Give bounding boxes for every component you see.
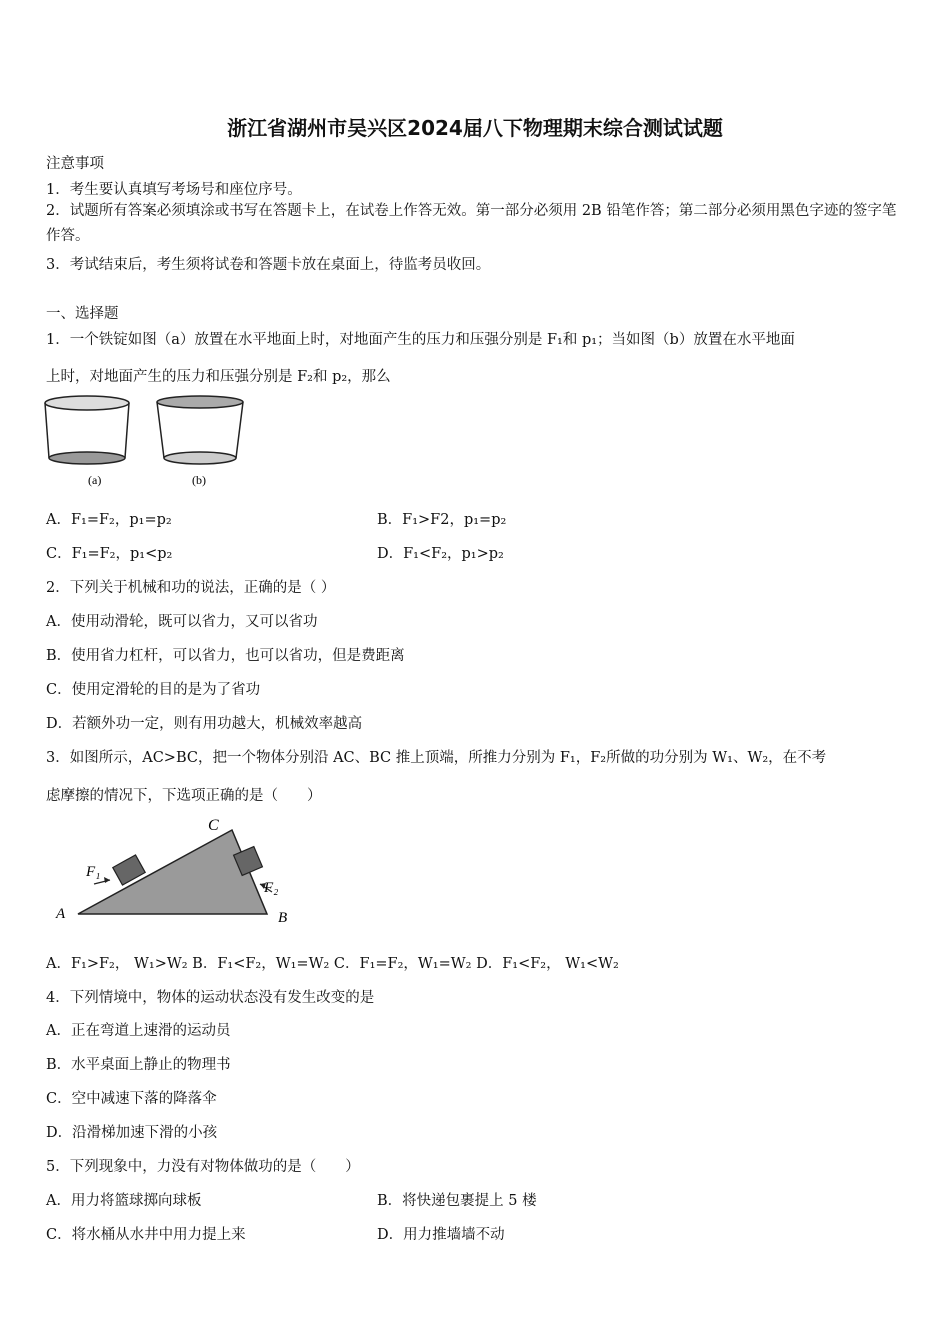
q4-option-b: B．水平桌面上静止的物理书 <box>46 1057 231 1073</box>
q2-option-c: C．使用定滑轮的目的是为了省功 <box>46 682 261 698</box>
caption-b: (b) <box>192 473 206 487</box>
q1-stem-line1: 1．一个铁锭如图（a）放置在水平地面上时，对地面产生的压力和压强分别是 F₁和 p₁；当如图（b）放置在水平地面 <box>46 332 795 348</box>
q4-option-c: C．空中减速下落的降落伞 <box>46 1091 217 1107</box>
q1-figure <box>44 392 254 492</box>
label-b: B <box>278 910 288 926</box>
q5-stem: 5．下列现象中，力没有对物体做功的是（ ） <box>46 1159 360 1175</box>
q5-option-c: C．将水桶从水井中用力提上来 <box>46 1227 246 1243</box>
q3-stem-line1: 3．如图所示，AC>BC，把一个物体分别沿 AC、BC 推上顶端，所推力分别为 F₁，F₂所做的功分别为 W₁、W₂，在不考 <box>46 750 827 766</box>
caption-a: (a) <box>88 473 102 487</box>
frustum-a <box>45 396 129 464</box>
q2-option-b: B．使用省力杠杆，可以省力，也可以省功，但是费距离 <box>46 648 405 664</box>
q3-figure <box>50 812 300 927</box>
q2-option-a: A．使用动滑轮，既可以省力，又可以省功 <box>46 614 318 630</box>
q1-option-a: A．F₁=F₂，p₁=p₂ <box>46 512 172 528</box>
label-f2: F₂ <box>264 880 279 896</box>
q5-option-d: D．用力推墙墙不动 <box>377 1227 505 1243</box>
q3-options: A．F₁>F₂， W₁>W₂ B．F₁<F₂，W₁=W₂ C．F₁=F₂，W₁=W₂ D．F₁<F₂， W₁<W₂ <box>46 956 619 972</box>
notice-item-3: 3．考试结束后，考生须将试卷和答题卡放在桌面上，待监考员收回。 <box>46 257 491 273</box>
label-a: A <box>56 906 66 922</box>
q4-stem: 4．下列情境中，物体的运动状态没有发生改变的是 <box>46 990 375 1006</box>
q4-option-a: A．正在弯道上速滑的运动员 <box>46 1023 231 1039</box>
q1-stem-line2: 上时，对地面产生的压力和压强分别是 F₂和 p₂，那么 <box>46 369 391 385</box>
q1-option-c: C．F₁=F₂，p₁<p₂ <box>46 546 173 562</box>
q1-option-b: B．F₁>F2，p₁=p₂ <box>377 512 507 528</box>
page-title: 浙江省湖州市吴兴区2024届八下物理期末综合测试试题 <box>227 116 723 140</box>
frustum-b <box>157 396 243 464</box>
q1-option-d: D．F₁<F₂，p₁>p₂ <box>377 546 504 562</box>
notice-item-1: 1．考生要认真填写考场号和座位序号。 <box>46 182 302 198</box>
notice-heading: 注意事项 <box>46 156 104 172</box>
section-heading: 一、选择题 <box>46 306 119 322</box>
notice-item-2: 2．试题所有答案必须填涂或书写在答题卡上，在试卷上作答无效。第一部分必须用 2B 铅笔作答；第二部分必须用黑色字迹的签字笔作答。 <box>46 203 897 244</box>
label-f1: F₁ <box>86 864 101 880</box>
q2-option-d: D．若额外功一定，则有用功越大，机械效率越高 <box>46 716 363 732</box>
label-c: C <box>208 817 219 834</box>
incline-triangle <box>78 830 267 914</box>
q3-stem-line2: 虑摩擦的情况下，下选项正确的是（ ） <box>46 788 322 804</box>
q2-stem: 2．下列关于机械和功的说法，正确的是（ ） <box>46 580 336 596</box>
q4-option-d: D．沿滑梯加速下滑的小孩 <box>46 1125 218 1141</box>
q5-option-b: B．将快递包裹提上 5 楼 <box>377 1193 537 1209</box>
q5-option-a: A．用力将篮球掷向球板 <box>46 1193 202 1209</box>
